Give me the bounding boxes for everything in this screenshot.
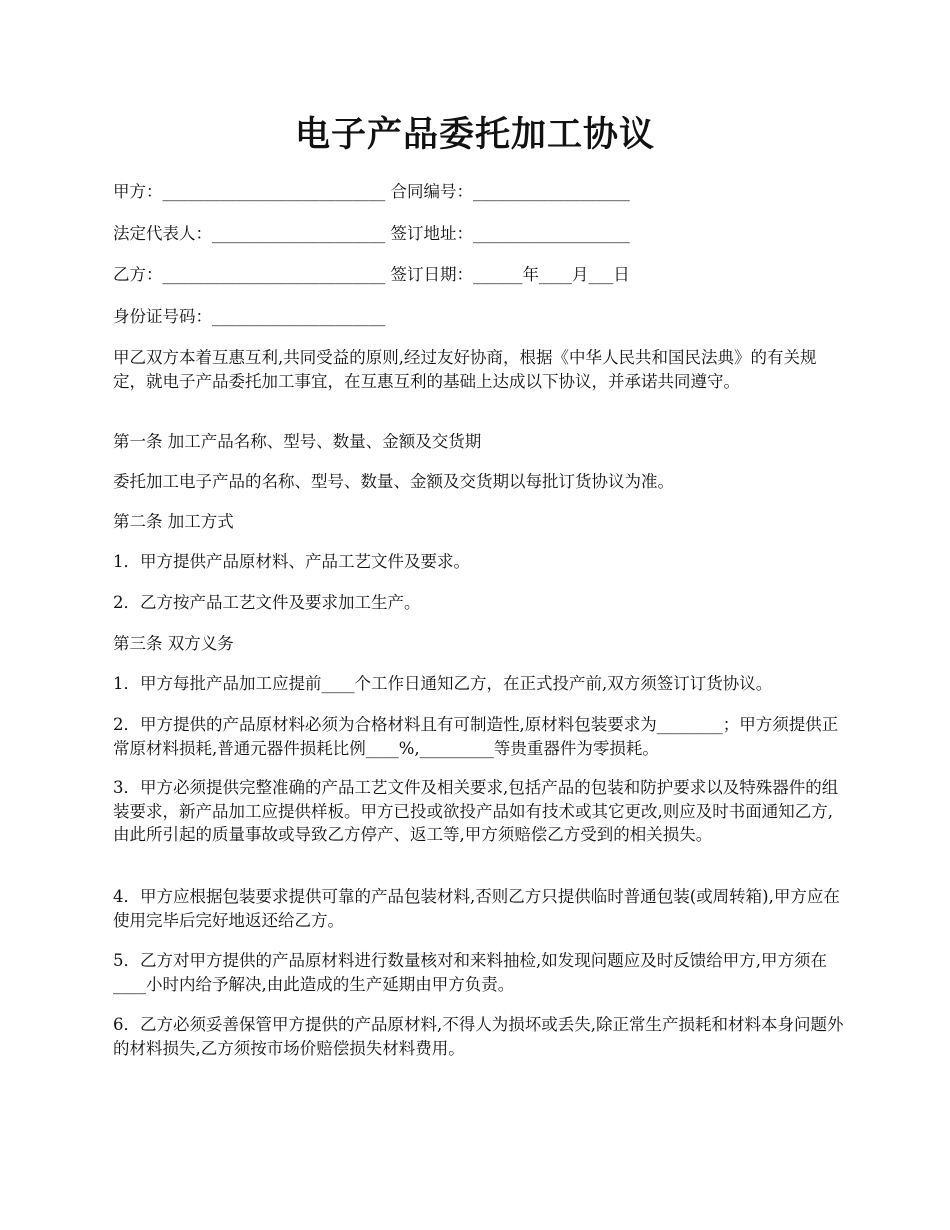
article-2-item: 1．甲方提供产品原材料、产品工艺文件及要求。 <box>113 552 470 571</box>
id-number-field: 身份证号码：_____________________ <box>113 307 386 326</box>
preamble-paragraph: 甲乙双方本着互惠互利,共同受益的原则,经过友好协商，根据《中华人民共和国民法典》的有关规定，就电子产品委托加工事宜，在互惠互利的基础上达成以下协议，并承诺共同遵守。 <box>113 348 817 391</box>
article-3-item: 1．甲方每批产品加工应提前____个工作日通知乙方，在正式投产前,双方须签订订货协议。 <box>113 674 773 693</box>
article-2-heading: 第二条 加工方式 <box>113 512 234 531</box>
article-2-item: 2．乙方按产品工艺文件及要求加工生产。 <box>113 593 421 612</box>
article-3-item: 3．甲方必须提供完整准确的产品工艺文件及相关要求,包括产品的包装和防护要求以及特殊器件的组装要求，新产品加工应提供样板。甲方已投或欲投产品如有技术或其它更改,则应及时书面通知乙方,由此所引起的质量事故或导致乙方停产、返工等,甲方须赔偿乙方受到的相关损失。 <box>113 778 839 844</box>
party-b-sign-date-field: 乙方：___________________________ 签订日期：______年____月___日 <box>113 265 630 284</box>
article-1-heading: 第一条 加工产品名称、型号、数量、金额及交货期 <box>113 432 482 451</box>
article-3-item: 2．甲方提供的产品原材料必须为合格材料且有可制造性,原材料包装要求为________；甲方须提供正常原材料损耗,普通元器件损耗比例____%,_________等贵重器件为零损耗。 <box>113 715 839 758</box>
document-title: 电子产品委托加工协议 <box>294 114 655 155</box>
article-3-item: 4．甲方应根据包装要求提供可靠的产品包装材料,否则乙方只提供临时普通包装(或周转箱),甲方应在使用完毕后完好地返还给乙方。 <box>113 887 840 930</box>
party-a-contract-no-field: 甲方：___________________________ 合同编号：___________________ <box>113 182 630 201</box>
article-3-heading: 第三条 双方义务 <box>113 634 234 653</box>
article-3-item: 6．乙方必须妥善保管甲方提供的产品原材料,不得人为损坏或丢失,除正常生产损耗和材料本身问题外的材料损失,乙方须按市场价赔偿损失材料费用。 <box>113 1015 844 1058</box>
article-3-item: 5．乙方对甲方提供的产品原材料进行数量核对和来料抽检,如发现问题应及时反馈给甲方,甲方须在____小时内给予解决,由此造成的生产延期由甲方负责。 <box>113 951 827 994</box>
legal-rep-sign-location-field: 法定代表人：_____________________ 签订地址：___________________ <box>113 224 630 243</box>
article-1-body: 委托加工电子产品的名称、型号、数量、金额及交货期以每批订货协议为准。 <box>113 472 674 491</box>
